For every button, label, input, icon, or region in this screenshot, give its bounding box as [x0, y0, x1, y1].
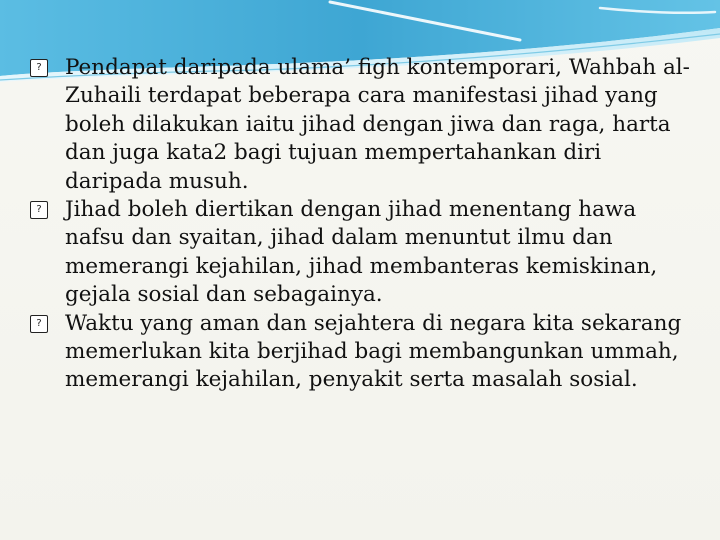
unknown-glyph-box-icon: ?: [30, 315, 48, 333]
bullet-item-1: [30, 54, 694, 196]
unknown-glyph-box-icon: ?: [30, 59, 48, 77]
bullet-text: Pendapat daripada ulama’ figh kontemporari, Wahbah al-Zuhaili terdapat beberapa cara manifestasi jihad yang boleh dilakukan iaitu jihad dengan jiwa dan raga, harta dan juga kata2 bagi tujuan mempertahankan diri daripada musuh.: [65, 55, 690, 194]
bullet-text: Jihad boleh diertikan dengan jihad menentang hawa nafsu dan syaitan, jihad dalam menuntut ilmu dan memerangi kejahilan, jihad membanteras kemiskinan, gejala sosial dan sebagainya.: [65, 197, 658, 308]
bullet-item-2: [30, 196, 694, 310]
bullet-list: [30, 54, 694, 395]
bullet-item-3: [30, 310, 694, 395]
bullet-text: Waktu yang aman dan sejahtera di negara kita sekarang memerlukan kita berjihad bagi membangunkan ummah, memerangi kejahilan, penyakit serta masalah sosial.: [65, 310, 682, 393]
unknown-glyph-box-icon: ?: [30, 201, 48, 219]
